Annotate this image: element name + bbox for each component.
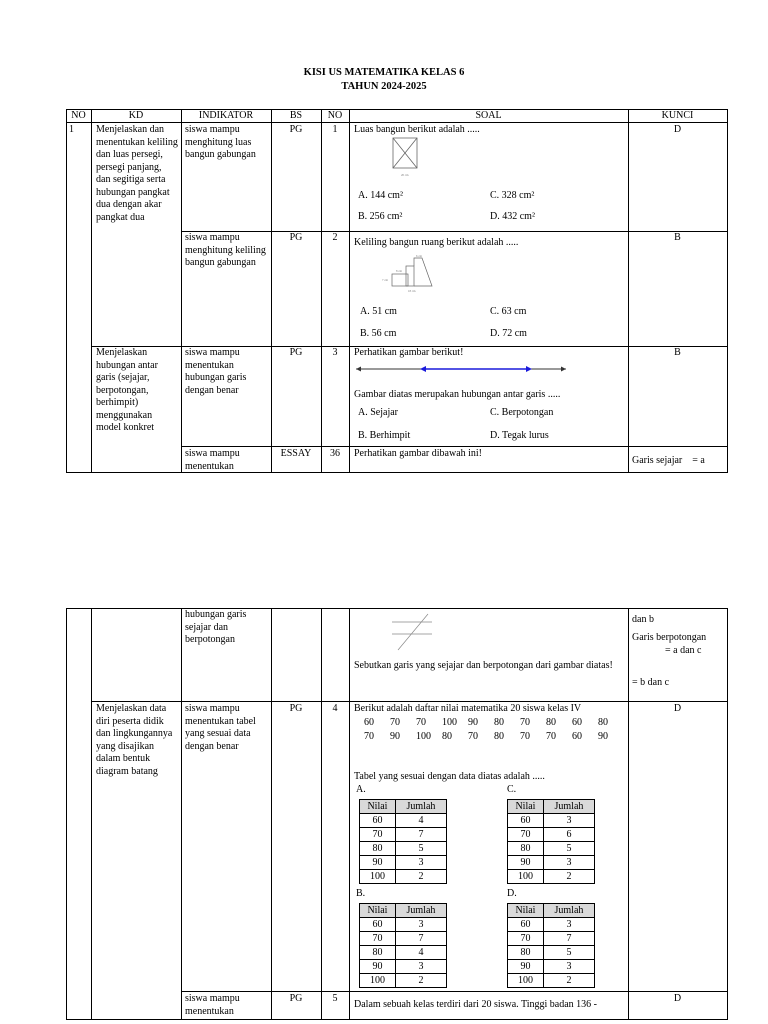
q1-figure-label: 20 cm xyxy=(401,173,409,177)
coincident-lines-figure xyxy=(354,363,570,375)
option-c: C. 328 cm² xyxy=(490,190,535,201)
question-number: 5 xyxy=(332,993,338,1004)
question-text-2: Sebutkan garis yang sejajar dan berpotongan dari gambar diatas! xyxy=(354,660,613,671)
question-number: 3 xyxy=(332,347,338,358)
answer-key: B xyxy=(674,232,681,243)
question-text: Perhatikan gambar berikut! xyxy=(354,347,464,358)
bs-cell: PG xyxy=(289,347,303,358)
option-c-table: Nilai Jumlah 60 3 70 6 80 5 90 3 100 2 xyxy=(507,799,595,884)
header-soal: SOAL xyxy=(475,110,502,121)
header-kd: KD xyxy=(128,110,144,121)
q2-label-left: 7 cm xyxy=(382,278,388,282)
question-text-2: Tabel yang sesuai dengan data diatas adalah ..... xyxy=(354,771,545,782)
option-b-label: B. xyxy=(356,888,366,899)
indikator-text: siswa mampu menentukan xyxy=(185,993,240,1017)
indikator-text: siswa mampu menghitung keliling bangun gabungan xyxy=(185,232,266,268)
kd-text: Menjelaskan data diri peserta didik dan lingkungannya yang disajikan dalam bentuk diagram batang xyxy=(96,703,173,777)
bs-cell: ESSAY xyxy=(280,448,312,459)
values-row-1: 60 70 70 100 90 80 70 80 60 80 xyxy=(364,717,608,728)
answer-key: D xyxy=(673,993,682,1004)
option-b: B. 56 cm xyxy=(360,328,397,339)
question-number: 2 xyxy=(332,232,338,243)
document-subtitle: TAHUN 2024-2025 xyxy=(341,81,427,92)
q2-label-top: 6 cm xyxy=(416,254,422,258)
option-a: A. 51 cm xyxy=(360,306,397,317)
question-number: 1 xyxy=(332,124,338,135)
parallel-intersecting-lines-figure xyxy=(388,612,438,654)
option-d: D. 432 cm² xyxy=(490,211,535,222)
indikator-text-cont: hubungan garis sejajar dan berpotongan xyxy=(185,609,247,645)
option-a-table: Nilai Jumlah 60 4 70 7 80 5 90 3 100 2 xyxy=(359,799,447,884)
header-indikator: INDIKATOR xyxy=(198,110,254,121)
q2-label-bottom: 18 cm xyxy=(408,289,416,293)
bs-cell: PG xyxy=(289,993,303,1004)
option-a: A. Sejajar xyxy=(358,407,398,418)
option-d-table: Nilai Jumlah 60 3 70 7 80 5 90 3 100 2 xyxy=(507,903,595,988)
indikator-text: siswa mampu menghitung luas bangun gabungan xyxy=(185,124,256,160)
question-text: Luas bangun berikut adalah ..... xyxy=(354,124,480,135)
answer-key-cont: Garis berpotongan xyxy=(632,632,707,643)
bs-cell: PG xyxy=(289,232,303,243)
question-text: Perhatikan gambar dibawah ini! xyxy=(354,448,483,459)
indikator-text: siswa mampu menentukan hubungan garis dengan benar xyxy=(185,347,247,396)
option-c: C. Berpotongan xyxy=(490,407,554,418)
option-b: B. 256 cm² xyxy=(358,211,403,222)
q2-label-mid: 8 cm xyxy=(396,269,402,273)
option-b: B. Berhimpit xyxy=(358,430,411,441)
question-text: Dalam sebuah kelas terdiri dari 20 siswa. Tinggi badan 136 - xyxy=(354,999,598,1010)
answer-key: Garis sejajar = a xyxy=(632,455,705,466)
composite-solid-figure xyxy=(380,254,450,294)
indikator-text: siswa mampu menentukan tabel yang sesuai data dengan benar xyxy=(185,703,256,752)
header-no-soal: NO xyxy=(327,110,343,121)
option-c: C. 63 cm xyxy=(490,306,527,317)
option-a: A. 144 cm² xyxy=(358,190,403,201)
answer-key: D xyxy=(673,124,682,135)
bs-cell: PG xyxy=(289,703,303,714)
option-d: D. 72 cm xyxy=(490,328,527,339)
question-text-2: Gambar diatas merupakan hubungan antar garis ..... xyxy=(354,389,561,400)
option-a-label: A. xyxy=(356,784,366,795)
answer-key-cont: dan b xyxy=(632,614,654,625)
option-d-label: D. xyxy=(507,888,517,899)
question-number: 4 xyxy=(332,703,338,714)
values-row-2: 70 90 100 80 70 80 70 70 60 90 xyxy=(364,731,608,742)
kd-text: Menjelaskan dan menentukan keliling dan luas persegi, persegi panjang, dan segitiga serta hubungan pangkat dua dengan akar pangkat dua xyxy=(96,124,178,223)
option-d: D. Tegak lurus xyxy=(490,430,549,441)
bs-cell: PG xyxy=(289,124,303,135)
row-number: 1 xyxy=(69,124,74,135)
answer-key-cont: = a dan c xyxy=(665,645,702,656)
option-b-table: Nilai Jumlah 60 3 70 7 80 4 90 3 100 2 xyxy=(359,903,447,988)
header-no: NO xyxy=(71,110,86,121)
document-title: KISI US MATEMATIKA KELAS 6 xyxy=(303,67,465,78)
answer-key: B xyxy=(674,347,681,358)
kd-text: Menjelaskan hubungan antar garis (sejajar, berpotongan, berhimpit) menggunakan model konkret xyxy=(96,347,158,433)
answer-key: D xyxy=(673,703,682,714)
indikator-text: siswa mampu menentukan xyxy=(185,448,240,472)
answer-key-cont: = b dan c xyxy=(632,677,670,688)
question-text: Berikut adalah daftar nilai matematika 20 siswa kelas IV xyxy=(354,703,582,714)
composite-shape-figure xyxy=(388,136,424,178)
question-number: 36 xyxy=(330,448,340,459)
option-c-label: C. xyxy=(507,784,517,795)
header-bs: BS xyxy=(289,110,303,121)
question-text: Keliling bangun ruang berikut adalah ..... xyxy=(354,237,519,248)
header-kunci: KUNCI xyxy=(661,110,694,121)
